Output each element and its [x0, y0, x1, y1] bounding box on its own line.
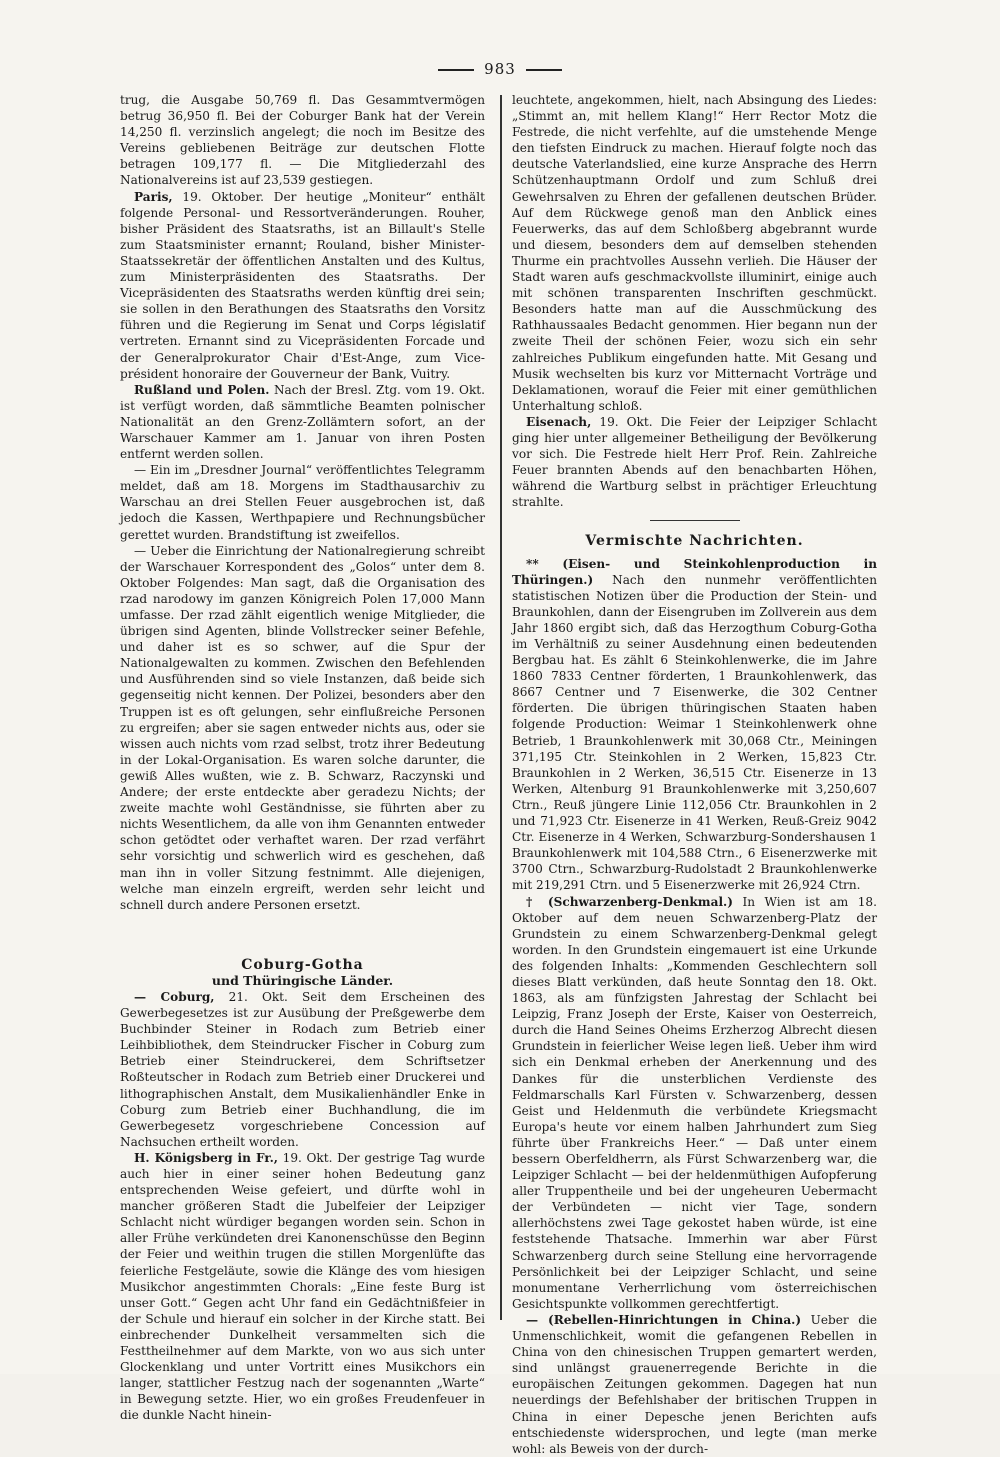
russland-text: Nach der Bresl. Ztg. vom 19. Okt. ist verfügt worden, daß sämmtliche Beamten polnischer Nationalität an den Grenz-Zollämtern sofort, an der Warschauer Kammer am 1. Januar von ihren Posten entfernt werden sollen. [120, 382, 485, 462]
koenigsberg-article [120, 1150, 485, 1424]
schwarzenberg-text: In Wien ist am 18. Oktober auf dem neuen Schwarzenberg-Platz der Grundstein zu einem Schwarzenberg-Denkmal gelegt worden. In den Grundstein eingemauert ist eine Urkunde des folgenden Inhalts: „Kommenden Geschlechtern soll dieses Blatt verkünden, daß heute Sonntag den 18. Okt. 1863, als am fünfzigsten Jahrestag der Schlacht bei Leipzig, Franz Joseph der Erste, Kaiser von Oesterreich, durch die Hand Seines Oheims Erzherzog Albrecht diesen Grundstein in feierlicher Weise legen ließ. Ueber ihm wird sich ein Denkmal erheben der Anerkennung und des Dankes für die unsterblichen Verdienste des Feldmarschalls Karl Fürsten v. Schwarzenberg, dessen Geist und Heldenmuth die verbündete Kriegsmacht Europa's heute vor einem halben Jahrhundert zum Sieg führte über Frankreichs Heer.“ — Daß unter einem bessern Oberfeldherrn, als Fürst Schwarzenberg war, die Leipziger Schlacht — bei der heldenmüthigen Aufopferung aller Truppentheile und bei der ungeheuren Uebermacht der Verbündeten — nicht vier Tage, sondern allerhöchstens zwei Tage gekostet haben würde, ist eine feststehende Thatsache. Immerhin war aber Fürst Schwarzenberg durch seine Stellung eine hervorragende Persönlichkeit bei der Leipziger Schlacht, und seine monumentane Verherrlichung vom österreichischen Gesichtspunkte vollkommen gerechtfertigt. [512, 894, 877, 1311]
page-number-rule-left [438, 69, 474, 71]
coburg-text: 21. Okt. Seit dem Erscheinen des Gewerbegesetzes ist zur Ausübung der Preßgewerbe dem Buchbinder Steiner in Rodach zum Betrieb einer Leihbibliothek, dem Steindrucker Fischer in Coburg zum Betrieb einer Steindruckerei, dem Schriftsetzer Roßteutscher in Rodach zum Betrieb einer Druckerei und lithographischen Anstalt, dem Musikalienhändler Enke in Coburg zum Betrieb einer Buchhandlung, die im Gewerbegesetz vorgeschriebene Concession auf Nachsuchen ertheilt worden. [120, 989, 485, 1149]
china-article [512, 1312, 877, 1457]
china-text: Ueber die Unmenschlichkeit, womit die gefangenen Rebellen in China von den chinesischen Truppen gemartert werden, sind unlängst grauenerregende Berichte in die europäischen Zeitungen gekommen. Dagegen hat nun neuerdings der Befehlshaber der britischen Truppen in China in einer Depesche jenen Berichten aufs entschiedenste widersprochen, und legte (man merke wohl: als Beweis von der durch- [512, 1312, 877, 1456]
koenigsberg-heading: H. Königsberg in Fr., [134, 1150, 278, 1165]
eisen-steinkohlen-heading: ** (Eisen- und Steinkohlenproduction in Thüringen.) [512, 556, 877, 587]
koenigsberg-continuation: leuchtete, angekommen, hielt, nach Absingung des Liedes: „Stimmt an, mit hellem Klang!“ Herr Rector Motz die Festrede, die nicht verfehlte, auf die umstehende Menge den tiefsten Eindruck zu machen. Hierauf folgte noch das deutsche Vaterlandslied, eine kurze Ansprache des Herrn Schützenhauptmann Ordolf und zum Schluß drei Gewehrsalven zu Ehren der gefallenen deutschen Brüder. Auf dem Rückwege genoß man den Anblick eines Feuerwerks, das auf dem Schloßberg abgebrannt wurde und diesem, besonders dem auf demselben stehenden Thurme ein prachtvolles Aussehn verlieh. Die Häuser der Stadt waren aufs geschmackvollste illuminirt, einige auch mit schönen transparenten Inschriften geschmückt. Besonders hatte man auf die Ausschmückung des Rathhaussaales Bedacht genommen. Hier begann nun der zweite Theil der schönen Feier, wozu sich ein sehr zahlreiches Publikum eingefunden hatte. Mit Gesang und Musik wechselten bis kurz vor Mitternacht Vorträge und Deklamationen, worauf die Feier mit einer gemüthlichen Unterhaltung schloß. [512, 93, 877, 413]
page-number-rule-right [526, 69, 562, 71]
thueringische-laender-subtitle: und Thüringische Länder. [211, 972, 394, 988]
paris-article [120, 189, 485, 382]
schwarzenberg-article [512, 894, 877, 1312]
coburg-gotha-section-title: Coburg-Gotha [241, 956, 364, 973]
page-number [0, 60, 1000, 78]
china-heading: — (Rebellen-Hinrichtungen in China.) [526, 1312, 802, 1327]
eisen-steinkohlen-text: Nach den nunmehr veröffentlichten statistischen Notizen über die Production der Stein- und Braunkohlen, dann der Eisengruben im Zollverein aus dem Jahr 1860 ergibt sich, daß das Herzogthum Coburg-Gotha im Verhältniß zu seiner Ausdehnung einen bedeutenden Bergbau hat. Es zählt 6 Steinkohlenwerke, die im Jahre 1860 7833 Centner förderten, 1 Braunkohlenwerk, das 8667 Centner und 7 Eisenwerke, die 302 Centner förderten. Die übrigen thüringischen Staaten haben folgende Production: Weimar 1 Steinkohlenwerk ohne Betrieb, 1 Braunkohlenwerk mit 30,068 Ctr., Meiningen 371,195 Ctr. Steinkohlen in 2 Werken, 15,823 Ctr. Braunkohlen in 2 Werken, 36,515 Ctr. Eisenerze in 13 Werken, Altenburg 91 Braunkohlenwerke mit 3,250,607 Ctrn., Reuß jüngere Linie 112,056 Ctr. Braunkohlen in 2 und 71,923 Ctr. Eisenerze in 41 Werken, Reuß-Greiz 9042 Ctr. Eisenerze in 4 Werken, Schwarzburg-Sondershausen 1 Braunkohlenwerk mit 104,588 Ctrn., 6 Eisenerzwerke mit 3700 Ctrn., Schwarzburg-Rudolstadt 2 Braunkohlenwerke mit 219,291 Ctrn. und 5 Eisenerzwerke mit 26,924 Ctrn. [512, 572, 877, 893]
golos-paragraph: — Ueber die Einrichtung der Nationalregierung schreibt der Warschauer Korrespondent des „Golos“ unter dem 8. Oktober Folgendes: Man sagt, daß die Organisation des rzad narodowy im ganzen Königreich Polen 17,000 Mann umfasse. Der rzad zählt eigentlich wenige Mitglieder, die übrigen sind Agenten, blinde Vollstrecker seiner Befehle, und daher ist es so schwer, auf die Spur der Nationalgewalten zu kommen. Zwischen den Befehlenden und Ausführenden sind so viele Instanzen, daß beide sich gegenseitig nicht kennen. Der Polizei, besonders aber den Truppen ist es oft gelungen, sehr einflußreiche Personen zu ergreifen; aber sie sagen entweder nichts aus, oder sie wissen auch nichts vom rzad selbst, trotz ihrer Bedeutung in der Lokal-Organisation. Es waren solche darunter, die gewiß Alles wußten, wie z. B. Schwarz, Raczynski und Andere; der erste entdeckte aber geradezu Nichts; der zweite machte wohl Geständnisse, sie führten aber zu nichts Wesentlichem, da alle von ihm Genannten entweder schon getödtet oder verhaftet waren. Der rzad verfährt sehr vorsichtig und schwerlich wird es geschehen, daß man ihn in voller Sitzung festnimmt. Alle diejenigen, welche man einzeln ergreift, werden sehr leicht und schnell durch andere Personen ersetzt. [120, 543, 485, 912]
schwarzenberg-heading: † (Schwarzenberg-Denkmal.) [526, 894, 733, 909]
coburg-heading: — Coburg, [134, 989, 215, 1004]
left-column [120, 92, 485, 1423]
paris-heading: Paris, [134, 189, 173, 204]
section-spacer [120, 913, 485, 957]
eisenach-article [512, 414, 877, 511]
section-rule [650, 520, 740, 521]
paris-text: 19. Oktober. Der heutige „Moniteur“ enthält folgende Personal- und Ressortveränderungen. Rouher, bisher Präsident des Staatsraths, ist an Billault's Stelle zum Staatsminister ernannt; Rouland, bisher Minister-Staatssekretär der öffentlichen Anstalten und des Kultus, zum Ministerpräsidenten des Staatsraths. Der Vicepräsidenten des Staatsraths werden künftig drei sein; sie sollen in den Berathungen des Staatsraths den Vorsitz führen und die Regierung im Senat und Corps législatif vertreten. Ernannt sind zu Vicepräsidenten Forcade und der Generalprokurator Chair d'Est-Ange, zum Vice-président honoraire der Gouverneur der Bank, Vuitry. [120, 189, 485, 381]
page-number-text: 983 [484, 60, 516, 78]
eisen-steinkohlen-article [512, 556, 877, 894]
national-verein-paragraph: trug, die Ausgabe 50,769 fl. Das Gesammtvermögen betrug 36,950 fl. Bei der Coburger Bank hat der Verein 14,250 fl. verzinslich angelegt; die noch im Besitze des Vereins gebliebenen Beiträge zur deutschen Flotte betragen 109,177 fl. — Die Mitgliederzahl des Nationalvereins ist auf 23,539 gestiegen. [120, 93, 485, 188]
eisenach-text: 19. Okt. Die Feier der Leipziger Schlacht ging hier unter allgemeiner Betheiligung der Bevölkerung vor sich. Die Festrede hielt Herr Prof. Rein. Zahlreiche Feuer brannten Abends auf den benachbarten Höhen, während die Wartburg selbst in prächtiger Erleuchtung strahlte. [512, 414, 877, 510]
russland-article [120, 382, 485, 462]
coburg-article [120, 989, 485, 1150]
dresdner-journal-paragraph: — Ein im „Dresdner Journal“ veröffentlichtes Telegramm meldet, daß am 18. Morgens im Stadthausarchiv zu Warschau an drei Stellen Feuer ausgebrochen ist, daß jedoch die Kassen, Werthpapiere und Rechnungsbücher gerettet wurden. Brandstiftung ist zweifellos. [120, 463, 485, 542]
eisenach-heading: Eisenach, [526, 414, 592, 429]
column-divider [500, 95, 502, 1320]
right-column [512, 92, 877, 1456]
vermischte-nachrichten-title: Vermischte Nachrichten. [585, 533, 804, 550]
koenigsberg-text: 19. Okt. Der gestrige Tag wurde auch hier in einer seiner hohen Bedeutung ganz entsprechenden Weise gefeiert, und dürfte wohl in mancher größeren Stadt die Jubelfeier der Leipziger Schlacht nicht würdiger begangen worden sein. Schon in aller Frühe verkündeten drei Kanonenschüsse den Beginn der Feier und weithin trugen die stillen Morgenlüfte das feierliche Festgeläute, sowie die Klänge des vom hiesigen Musikchor angestimmten Chorals: „Eine feste Burg ist unser Gott.“ Gegen acht Uhr fand ein Gedächtnißfeier in der Schule und hierauf ein solcher in der Kirche statt. Bei einbrechender Dunkelheit versammelten sich die Festtheilnehmer auf dem Markte, von wo aus sich unter Glockenklang und unter Vortritt eines Musikchors ein langer, stattlicher Festzug nach der sogenannten „Warte“ in Bewegung setzte. Hier, wo ein großes Freudenfeuer in die dunkle Nacht hinein- [120, 1150, 485, 1423]
russland-heading: Rußland und Polen. [134, 382, 270, 397]
